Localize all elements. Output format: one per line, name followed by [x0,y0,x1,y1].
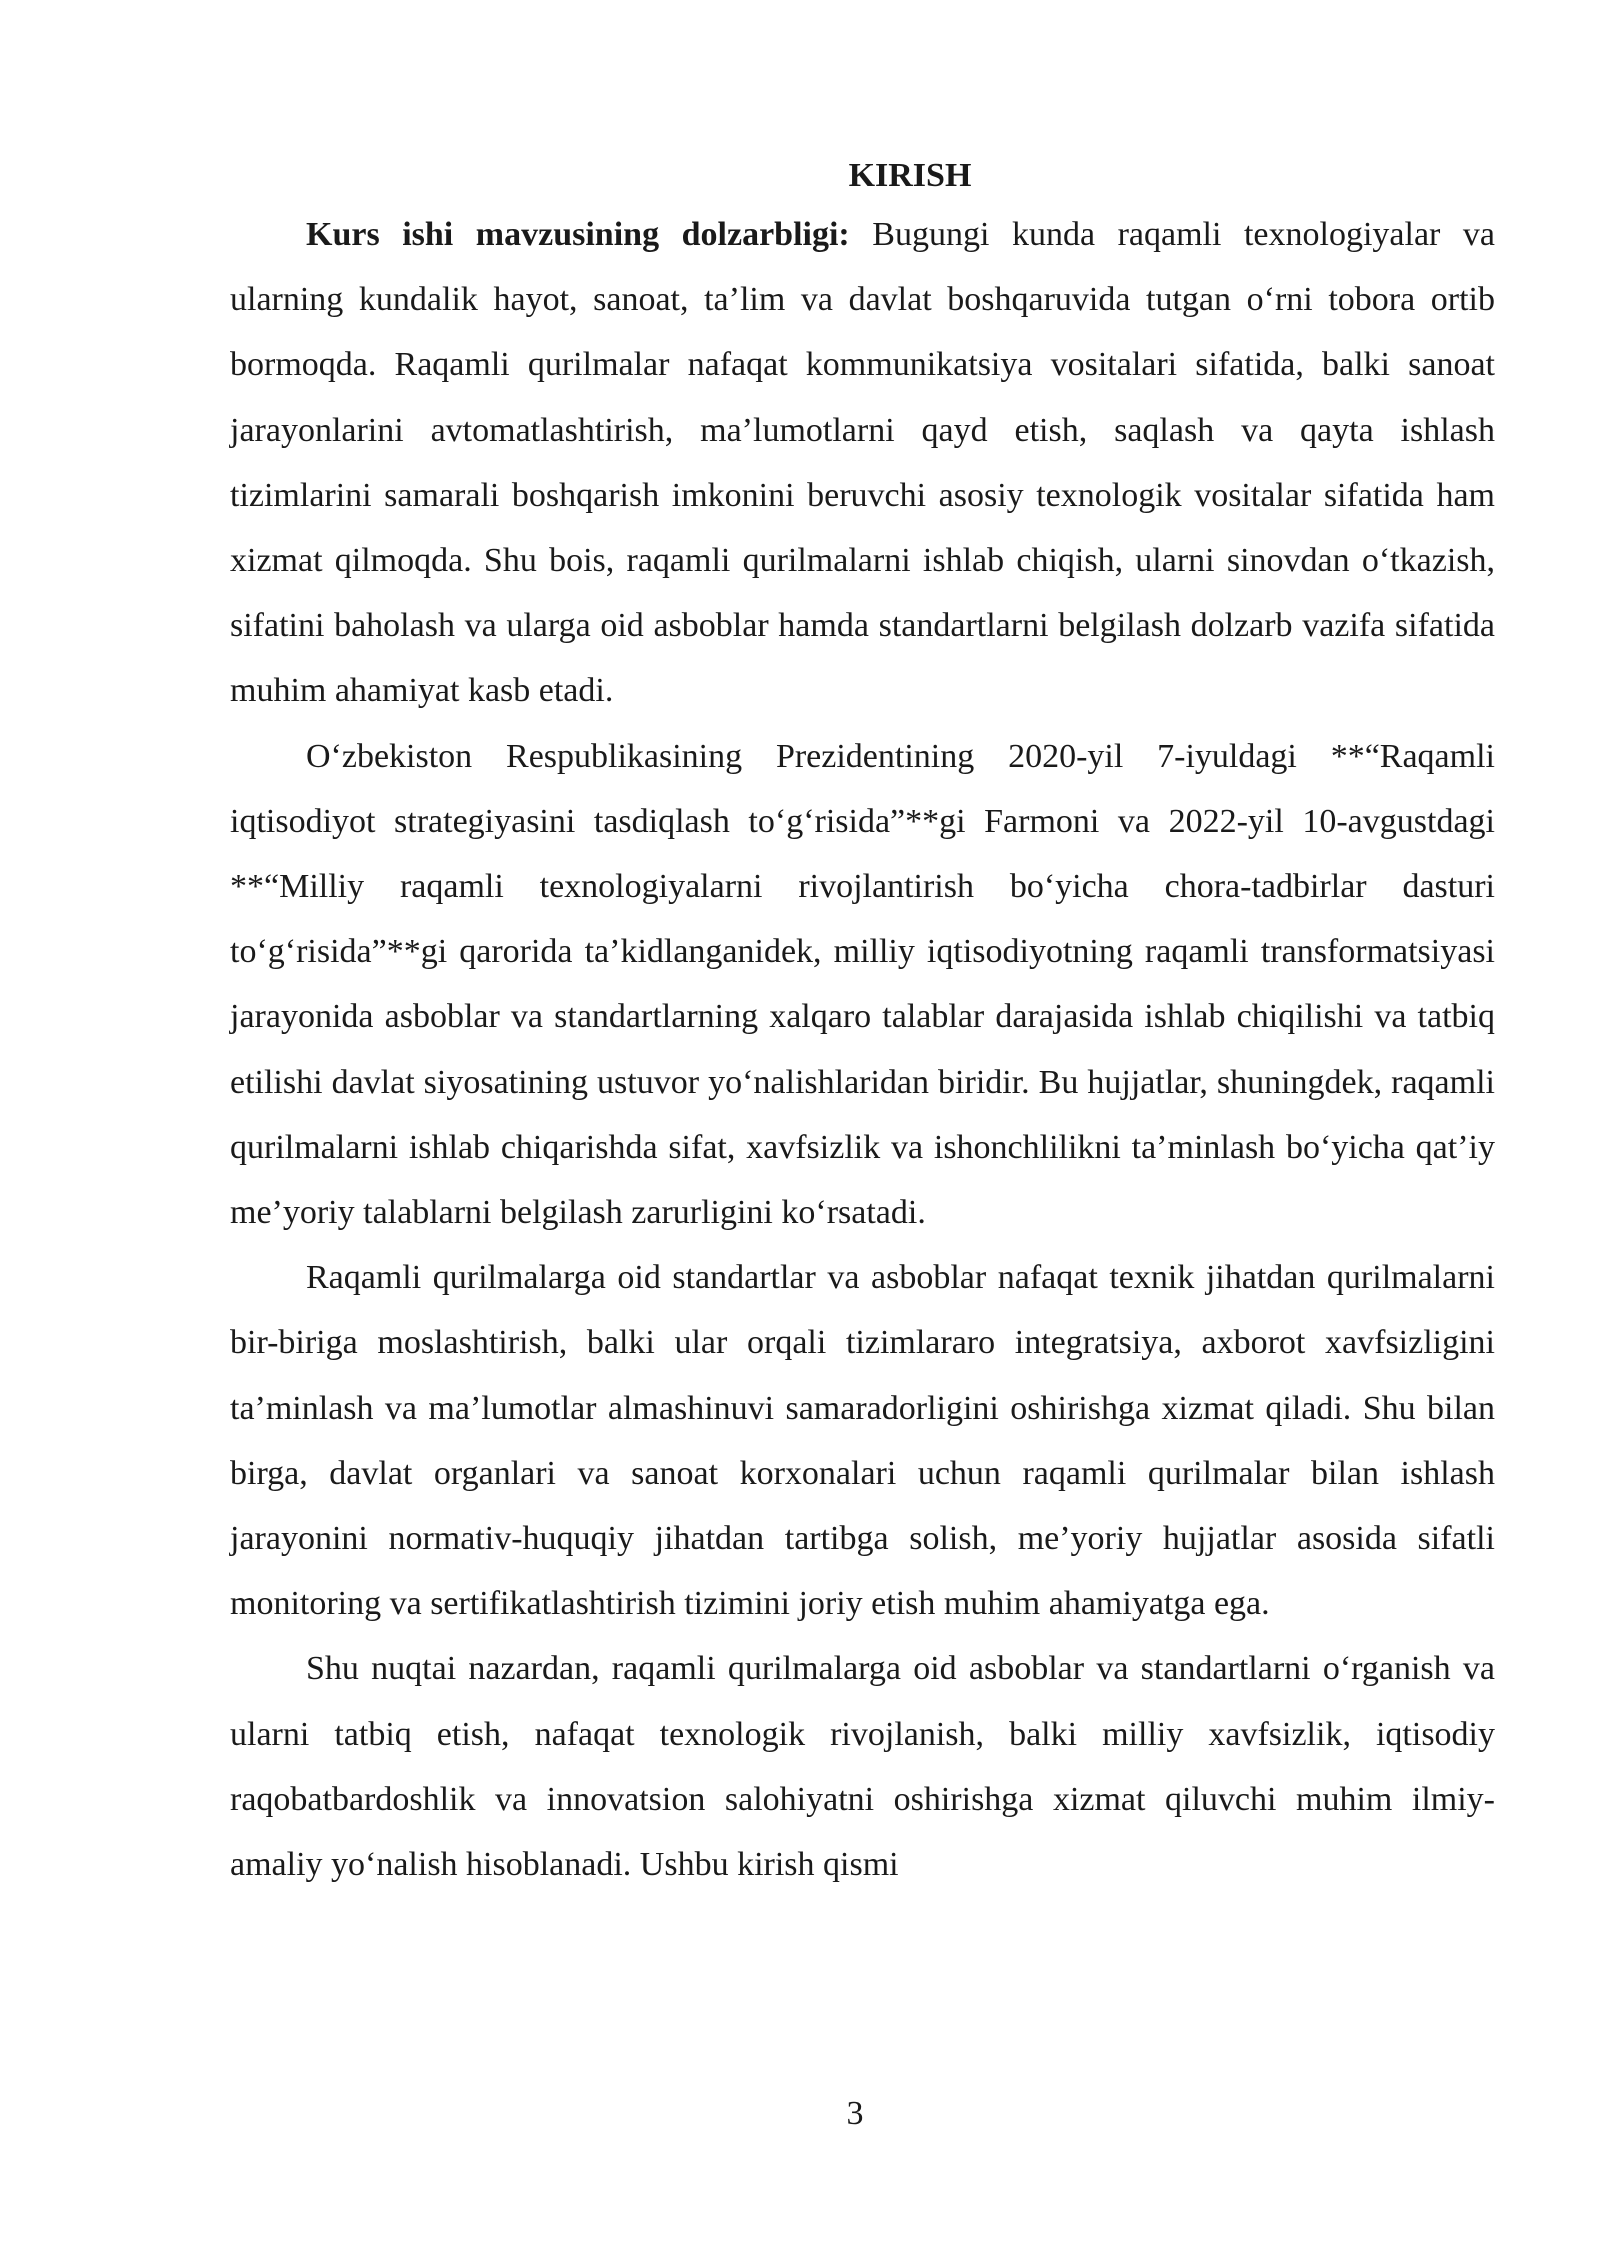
paragraph-text: Oʻzbekiston Respublikasining Prezidentining 2020-yil 7-iyuldagi **“Raqamli iqtisodiyot strategiyasini tasdiqlash toʻgʻrisida”**gi Farmoni va 2022-yil 10-avgustdagi **“Milliy raqamli texnologiyalarni rivojlantirish boʻyicha chora-tadbirlar dasturi toʻgʻrisida”**gi qarorida ta’kidlanganidek, milliy iqtisodiyotning raqamli transformatsiyasi jarayonida asboblar va standartlarning xalqaro talablar darajasida ishlab chiqilishi va tatbiq etilishi davlat siyosatining ustuvor yoʻnalishlaridan biridir. Bu hujjatlar, shuningdek, raqamli qurilmalarni ishlab chiqarishda sifat, xavfsizlik va ishonchlilikni ta’minlash boʻyicha qat’iy me’yoriy talablarni belgilash zarurligini koʻrsatadi. [230,737,1495,1232]
page-title: KIRISH [848,157,972,194]
paragraph-conclusion [230,1636,1495,1897]
paragraph-lead: Kurs ishi mavzusining dolzarbligi: [306,216,850,253]
document-body [230,150,1495,1897]
paragraph-text: Raqamli qurilmalarga oid standartlar va asboblar nafaqat texnik jihatdan qurilmalarni bir-biriga moslashtirish, balki ular orqali tizimlararo integratsiya, axborot xavfsizligini ta’minlash va ma’lumotlar almashinuvi samaradorligini oshirishga xizmat qiladi. Shu bilan birga, davlat organlari va sanoat korxonalari uchun raqamli qurilmalar bilan ishlash jarayonini normativ-huquqiy jihatdan tartibga solish, me’yoriy hujjatlar asosida sifatli monitoring va sertifikatlashtirish tizimini joriy etish muhim ahamiyatga ega. [230,1259,1495,1623]
paragraph-relevance [230,202,1495,724]
page-number: 3 [846,2095,864,2132]
paragraph-decree [230,724,1495,1246]
paragraph-standards [230,1245,1495,1636]
paragraph-text: Bugungi kunda raqamli texnologiyalar va ularning kundalik hayot, sanoat, ta’lim va davlat boshqaruvida tutgan oʻrni tobora ortib bormoqda. Raqamli qurilmalar nafaqat kommunikatsiya vositalari sifatida, balki sanoat jarayonlarini avtomatlashtirish, ma’lumotlarni qayd etish, saqlash va qayta ishlash tizimlarini samarali boshqarish imkonini beruvchi asosiy texnologik vositalar sifatida ham xizmat qilmoqda. Shu bois, raqamli qurilmalarni ishlab chiqish, ularni sinovdan oʻtkazish, sifatini baholash va ularga oid asboblar hamda standartlarni belgilash dolzarb vazifa sifatida muhim ahamiyat kasb etadi. [230,216,1495,710]
paragraph-text: Shu nuqtai nazardan, raqamli qurilmalarga oid asboblar va standartlarni oʻrganish va ularni tatbiq etish, nafaqat texnologik rivojlanish, balki milliy xavfsizlik, iqtisodiy raqobatbardoshlik va innovatsion salohiyatni oshirishga xizmat qiluvchi muhim ilmiy-amaliy yoʻnalish hisoblanadi. Ushbu kirish qismi [230,1650,1495,1884]
